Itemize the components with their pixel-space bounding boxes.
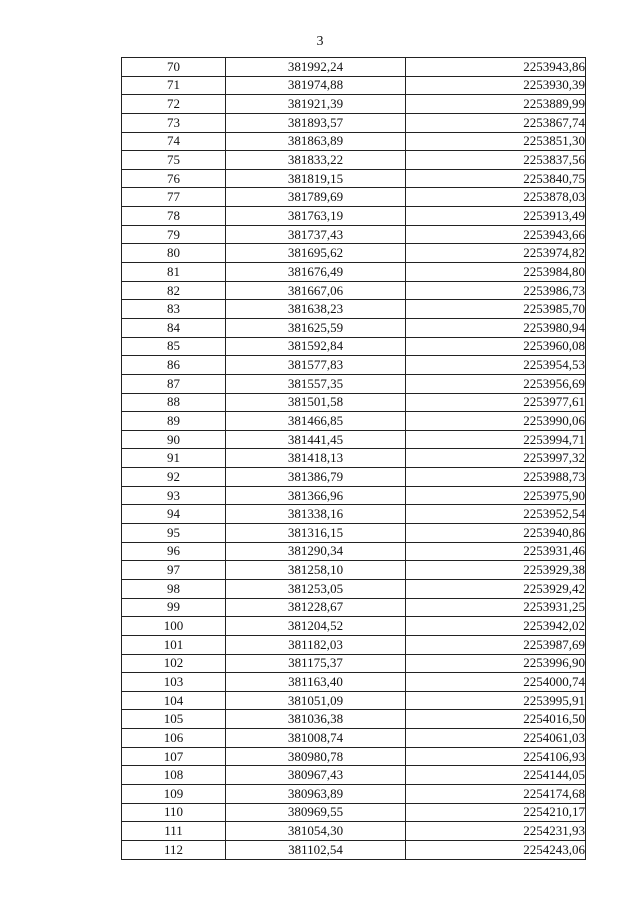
- point-number-cell: 108: [122, 766, 226, 785]
- y-coordinate-cell: 2254000,74: [406, 673, 586, 692]
- y-coordinate-cell: 2253943,66: [406, 225, 586, 244]
- table-row: [122, 281, 586, 300]
- table-row: [122, 263, 586, 282]
- point-number-cell: 104: [122, 691, 226, 710]
- table-row: [122, 617, 586, 636]
- y-coordinate-cell: 2253930,39: [406, 76, 586, 95]
- x-coordinate-cell: 381695,62: [226, 244, 406, 263]
- table-row: [122, 132, 586, 151]
- y-coordinate-cell: 2253943,86: [406, 58, 586, 77]
- table-row: [122, 76, 586, 95]
- point-number-cell: 85: [122, 337, 226, 356]
- point-number-cell: 73: [122, 113, 226, 132]
- y-coordinate-cell: 2253988,73: [406, 468, 586, 487]
- x-coordinate-cell: 381418,13: [226, 449, 406, 468]
- table-row: [122, 691, 586, 710]
- y-coordinate-cell: 2253929,42: [406, 579, 586, 598]
- y-coordinate-cell: 2253960,08: [406, 337, 586, 356]
- table-row: [122, 337, 586, 356]
- point-number-cell: 92: [122, 468, 226, 487]
- point-number-cell: 102: [122, 654, 226, 673]
- point-number-cell: 90: [122, 430, 226, 449]
- point-number-cell: 72: [122, 95, 226, 114]
- table-row: [122, 207, 586, 226]
- y-coordinate-cell: 2254174,68: [406, 784, 586, 803]
- page-number: 3: [316, 34, 324, 49]
- y-coordinate-cell: 2253977,61: [406, 393, 586, 412]
- point-number-cell: 95: [122, 524, 226, 543]
- table-row: [122, 430, 586, 449]
- table-row: [122, 374, 586, 393]
- y-coordinate-cell: 2253878,03: [406, 188, 586, 207]
- table-row: [122, 468, 586, 487]
- table-row: [122, 113, 586, 132]
- y-coordinate-cell: 2253985,70: [406, 300, 586, 319]
- table-row: [122, 505, 586, 524]
- y-coordinate-cell: 2253996,90: [406, 654, 586, 673]
- x-coordinate-cell: 381316,15: [226, 524, 406, 543]
- x-coordinate-cell: 381466,85: [226, 412, 406, 431]
- table-row: [122, 393, 586, 412]
- point-number-cell: 111: [122, 822, 226, 841]
- point-number-cell: 106: [122, 729, 226, 748]
- x-coordinate-cell: 381366,96: [226, 486, 406, 505]
- y-coordinate-cell: 2253851,30: [406, 132, 586, 151]
- table-row: [122, 524, 586, 543]
- table-row: [122, 58, 586, 77]
- table-row: [122, 673, 586, 692]
- x-coordinate-cell: 381036,38: [226, 710, 406, 729]
- y-coordinate-cell: 2254231,93: [406, 822, 586, 841]
- x-coordinate-cell: 381893,57: [226, 113, 406, 132]
- y-coordinate-cell: 2253994,71: [406, 430, 586, 449]
- y-coordinate-cell: 2253974,82: [406, 244, 586, 263]
- x-coordinate-cell: 381386,79: [226, 468, 406, 487]
- y-coordinate-cell: 2253952,54: [406, 505, 586, 524]
- x-coordinate-cell: 381819,15: [226, 169, 406, 188]
- table-row: [122, 95, 586, 114]
- point-number-cell: 110: [122, 803, 226, 822]
- y-coordinate-cell: 2253980,94: [406, 318, 586, 337]
- y-coordinate-cell: 2253975,90: [406, 486, 586, 505]
- table-row: [122, 169, 586, 188]
- x-coordinate-cell: 381676,49: [226, 263, 406, 282]
- y-coordinate-cell: 2254144,05: [406, 766, 586, 785]
- y-coordinate-cell: 2254016,50: [406, 710, 586, 729]
- table-row: [122, 840, 586, 859]
- point-number-cell: 71: [122, 76, 226, 95]
- x-coordinate-cell: 381833,22: [226, 151, 406, 170]
- x-coordinate-cell: 381992,24: [226, 58, 406, 77]
- point-number-cell: 112: [122, 840, 226, 859]
- x-coordinate-cell: 381054,30: [226, 822, 406, 841]
- y-coordinate-cell: 2253942,02: [406, 617, 586, 636]
- x-coordinate-cell: 381258,10: [226, 561, 406, 580]
- table-row: [122, 188, 586, 207]
- table-row: [122, 542, 586, 561]
- x-coordinate-cell: 381667,06: [226, 281, 406, 300]
- point-number-cell: 70: [122, 58, 226, 77]
- table-row: [122, 225, 586, 244]
- point-number-cell: 103: [122, 673, 226, 692]
- x-coordinate-cell: 381557,35: [226, 374, 406, 393]
- table-row: [122, 356, 586, 375]
- y-coordinate-cell: 2253997,32: [406, 449, 586, 468]
- x-coordinate-cell: 381290,34: [226, 542, 406, 561]
- table-row: [122, 318, 586, 337]
- table-row: [122, 449, 586, 468]
- y-coordinate-cell: 2253867,74: [406, 113, 586, 132]
- x-coordinate-cell: 381253,05: [226, 579, 406, 598]
- y-coordinate-cell: 2253889,99: [406, 95, 586, 114]
- x-coordinate-cell: 381921,39: [226, 95, 406, 114]
- y-coordinate-cell: 2254061,03: [406, 729, 586, 748]
- table-row: [122, 561, 586, 580]
- point-number-cell: 80: [122, 244, 226, 263]
- y-coordinate-cell: 2253954,53: [406, 356, 586, 375]
- y-coordinate-cell: 2253986,73: [406, 281, 586, 300]
- x-coordinate-cell: 381763,19: [226, 207, 406, 226]
- point-number-cell: 93: [122, 486, 226, 505]
- point-number-cell: 99: [122, 598, 226, 617]
- point-number-cell: 77: [122, 188, 226, 207]
- x-coordinate-cell: 381737,43: [226, 225, 406, 244]
- x-coordinate-cell: 381008,74: [226, 729, 406, 748]
- x-coordinate-cell: 381789,69: [226, 188, 406, 207]
- y-coordinate-cell: 2254106,93: [406, 747, 586, 766]
- table-row: [122, 747, 586, 766]
- table-row: [122, 486, 586, 505]
- point-number-cell: 89: [122, 412, 226, 431]
- table-row: [122, 244, 586, 263]
- table-row: [122, 729, 586, 748]
- y-coordinate-cell: 2254210,17: [406, 803, 586, 822]
- table-row: [122, 598, 586, 617]
- x-coordinate-cell: 381175,37: [226, 654, 406, 673]
- point-number-cell: 97: [122, 561, 226, 580]
- y-coordinate-cell: 2253929,38: [406, 561, 586, 580]
- point-number-cell: 107: [122, 747, 226, 766]
- y-coordinate-cell: 2253990,06: [406, 412, 586, 431]
- point-number-cell: 82: [122, 281, 226, 300]
- x-coordinate-cell: 381625,59: [226, 318, 406, 337]
- point-number-cell: 81: [122, 263, 226, 282]
- y-coordinate-cell: 2253940,86: [406, 524, 586, 543]
- x-coordinate-cell: 381974,88: [226, 76, 406, 95]
- table-row: [122, 803, 586, 822]
- table-row: [122, 654, 586, 673]
- y-coordinate-cell: 2253984,80: [406, 263, 586, 282]
- x-coordinate-cell: 380967,43: [226, 766, 406, 785]
- x-coordinate-cell: 381441,45: [226, 430, 406, 449]
- y-coordinate-cell: 2253956,69: [406, 374, 586, 393]
- table-row: [122, 151, 586, 170]
- table-row: [122, 766, 586, 785]
- y-coordinate-cell: 2253931,25: [406, 598, 586, 617]
- y-coordinate-cell: 2253837,56: [406, 151, 586, 170]
- point-number-cell: 84: [122, 318, 226, 337]
- point-number-cell: 98: [122, 579, 226, 598]
- x-coordinate-cell: 381182,03: [226, 635, 406, 654]
- y-coordinate-cell: 2254243,06: [406, 840, 586, 859]
- point-number-cell: 83: [122, 300, 226, 319]
- x-coordinate-cell: 381051,09: [226, 691, 406, 710]
- table-row: [122, 822, 586, 841]
- y-coordinate-cell: 2253840,75: [406, 169, 586, 188]
- point-number-cell: 101: [122, 635, 226, 654]
- x-coordinate-cell: 381638,23: [226, 300, 406, 319]
- point-number-cell: 96: [122, 542, 226, 561]
- x-coordinate-cell: 381163,40: [226, 673, 406, 692]
- point-number-cell: 109: [122, 784, 226, 803]
- point-number-cell: 105: [122, 710, 226, 729]
- point-number-cell: 86: [122, 356, 226, 375]
- y-coordinate-cell: 2253931,46: [406, 542, 586, 561]
- table-row: [122, 635, 586, 654]
- y-coordinate-cell: 2253913,49: [406, 207, 586, 226]
- table-row: [122, 412, 586, 431]
- y-coordinate-cell: 2253987,69: [406, 635, 586, 654]
- x-coordinate-cell: 381204,52: [226, 617, 406, 636]
- table-row: [122, 579, 586, 598]
- x-coordinate-cell: 380969,55: [226, 803, 406, 822]
- point-number-cell: 94: [122, 505, 226, 524]
- coordinates-table-body: [122, 58, 586, 860]
- x-coordinate-cell: 381228,67: [226, 598, 406, 617]
- point-number-cell: 88: [122, 393, 226, 412]
- point-number-cell: 74: [122, 132, 226, 151]
- x-coordinate-cell: 381592,84: [226, 337, 406, 356]
- coordinates-table: [121, 57, 586, 860]
- table-row: [122, 710, 586, 729]
- x-coordinate-cell: 380980,78: [226, 747, 406, 766]
- x-coordinate-cell: 380963,89: [226, 784, 406, 803]
- point-number-cell: 79: [122, 225, 226, 244]
- x-coordinate-cell: 381501,58: [226, 393, 406, 412]
- x-coordinate-cell: 381577,83: [226, 356, 406, 375]
- x-coordinate-cell: 381338,16: [226, 505, 406, 524]
- x-coordinate-cell: 381863,89: [226, 132, 406, 151]
- point-number-cell: 75: [122, 151, 226, 170]
- point-number-cell: 78: [122, 207, 226, 226]
- table-row: [122, 784, 586, 803]
- point-number-cell: 91: [122, 449, 226, 468]
- x-coordinate-cell: 381102,54: [226, 840, 406, 859]
- point-number-cell: 76: [122, 169, 226, 188]
- point-number-cell: 100: [122, 617, 226, 636]
- table-row: [122, 300, 586, 319]
- y-coordinate-cell: 2253995,91: [406, 691, 586, 710]
- point-number-cell: 87: [122, 374, 226, 393]
